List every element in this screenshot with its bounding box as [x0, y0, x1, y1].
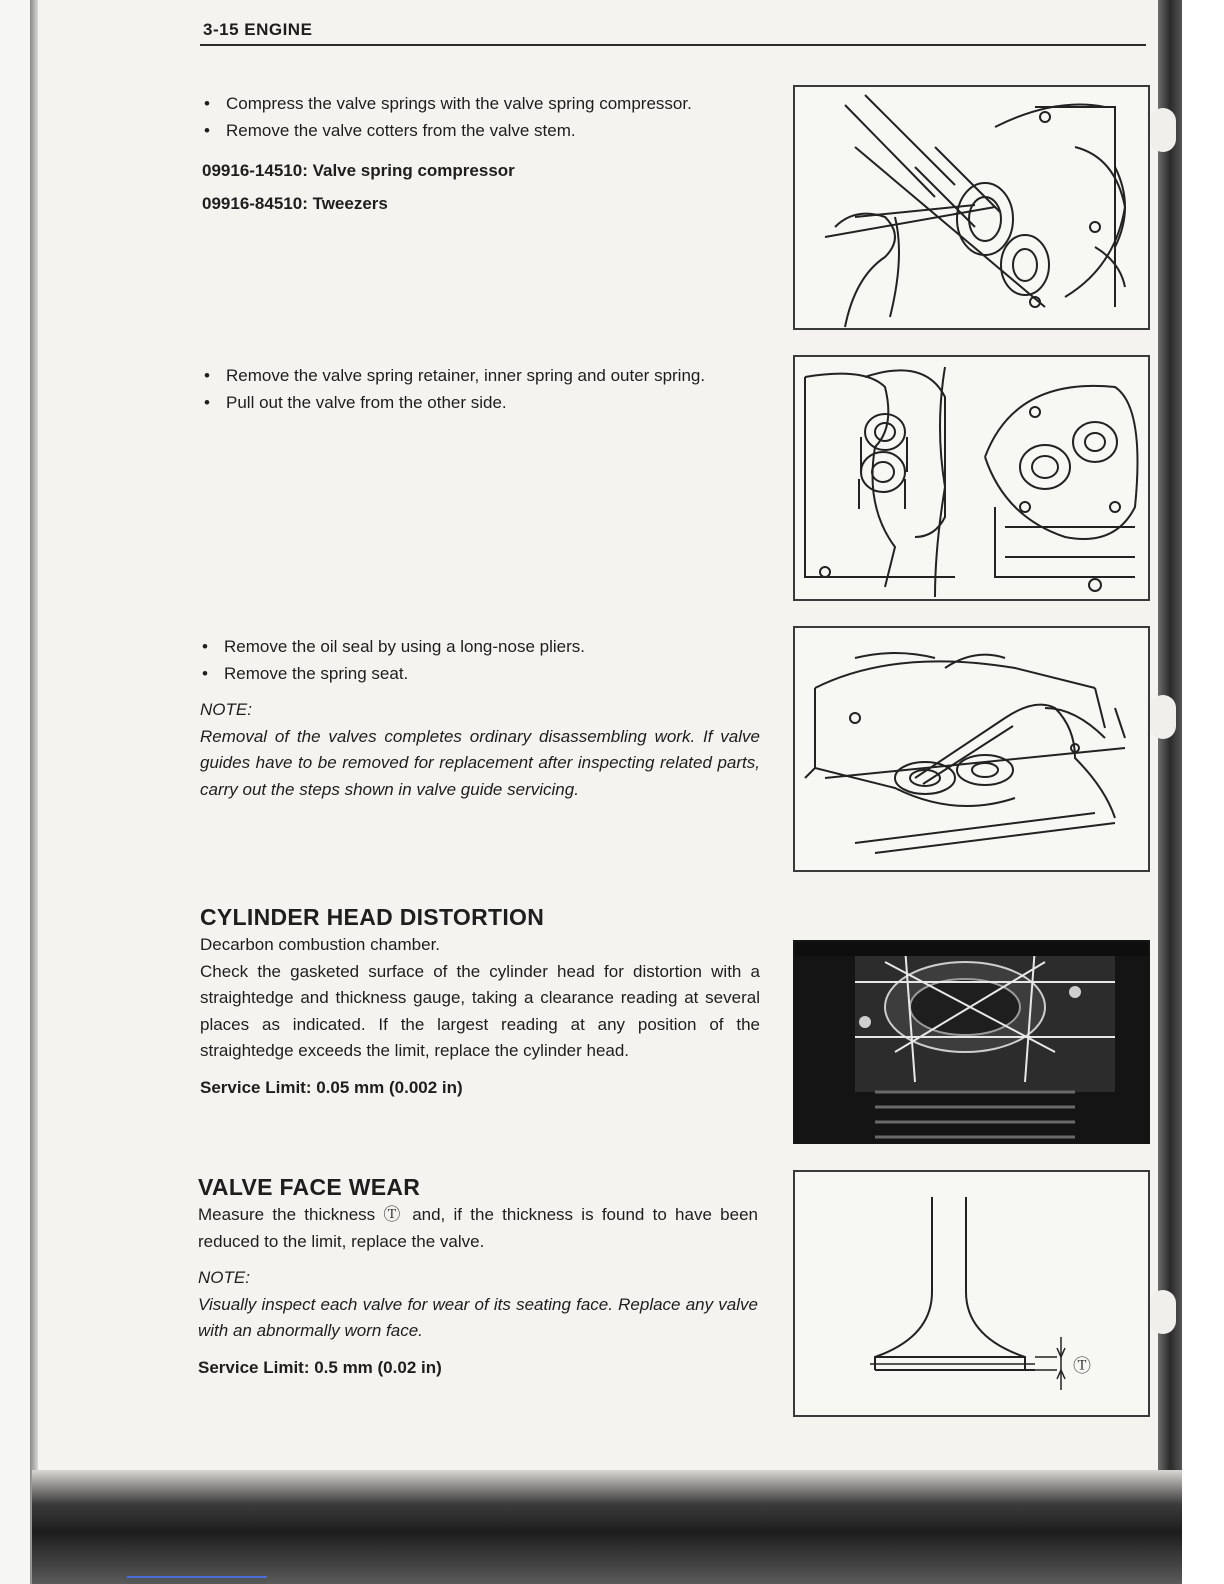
page-bottom-shadow: [32, 1470, 1182, 1584]
service-limit: Service Limit: 0.5 mm (0.02 in): [198, 1357, 442, 1377]
note-text: Visually inspect each valve for wear of its seating face. Replace any valve with an abnormally worn face.: [198, 1294, 758, 1340]
figure-straightedge-photo: [793, 940, 1150, 1144]
footer-link-underline[interactable]: [127, 1576, 267, 1578]
figure-spring-compressor: [793, 85, 1150, 330]
punch-hole: [1150, 108, 1176, 152]
paragraph: Check the gasketed surface of the cylinder head for distortion with a straightedge and thickness gauge, taking a clearance reading at several places as indicated. If the largest reading at any position of the straightedge exceeds the limit, replace the cylinder head.: [200, 961, 760, 1060]
section-heading: VALVE FACE WEAR: [198, 1174, 421, 1200]
bullet-item: • Remove the valve cotters from the valve stem.: [202, 118, 762, 145]
tool-spec: 09916-84510: Tweezers: [202, 193, 388, 213]
figure-oil-seal-pliers: [793, 626, 1150, 872]
paragraph: Measure the thickness Ⓣ and, if the thickness is found to have been reduced to the limit, replace the valve.: [198, 1205, 758, 1251]
scan-right-border: [1182, 0, 1224, 1584]
note-text: Removal of the valves completes ordinary disassembling work. If valve guides have to be removed for replacement after inspecting related parts, carry out the steps shown in valve guide servicing.: [200, 726, 760, 799]
note-label: NOTE:: [200, 700, 252, 719]
section-heading: CYLINDER HEAD DISTORTION: [200, 904, 545, 930]
figure-valve-face-thickness: [793, 1170, 1150, 1417]
figure-valve-springs: [793, 355, 1150, 601]
note-label: NOTE:: [198, 1268, 250, 1287]
service-limit: Service Limit: 0.05 mm (0.002 in): [200, 1077, 463, 1097]
section-remove-retainer: [202, 363, 762, 416]
bullet-item: • Pull out the valve from the other side.: [202, 390, 762, 417]
thickness-label: Ⓣ: [1073, 1356, 1091, 1376]
section-compress-springs: [202, 91, 762, 217]
punch-hole: [1150, 1290, 1176, 1334]
page-header: 3-15 ENGINE: [203, 20, 313, 39]
section-valve-face-wear: [198, 1172, 758, 1381]
paragraph: Decarbon combustion chamber.: [200, 935, 441, 954]
header-rule: [200, 44, 1146, 46]
section-oil-seal: [200, 634, 760, 803]
bullet-item: • Remove the oil seal by using a long-nose pliers.: [200, 634, 760, 661]
binding-shadow: [30, 0, 38, 1584]
punch-hole: [1150, 695, 1176, 739]
bullet-item: • Compress the valve springs with the valve spring compressor.: [202, 91, 762, 118]
section-cylinder-head-distortion: [200, 902, 760, 1101]
bullet-item: • Remove the spring seat.: [200, 661, 760, 688]
bullet-item: • Remove the valve spring retainer, inner spring and outer spring.: [202, 363, 762, 390]
page-left-margin: [0, 0, 34, 1584]
tool-spec: 09916-14510: Valve spring compressor: [202, 161, 515, 180]
